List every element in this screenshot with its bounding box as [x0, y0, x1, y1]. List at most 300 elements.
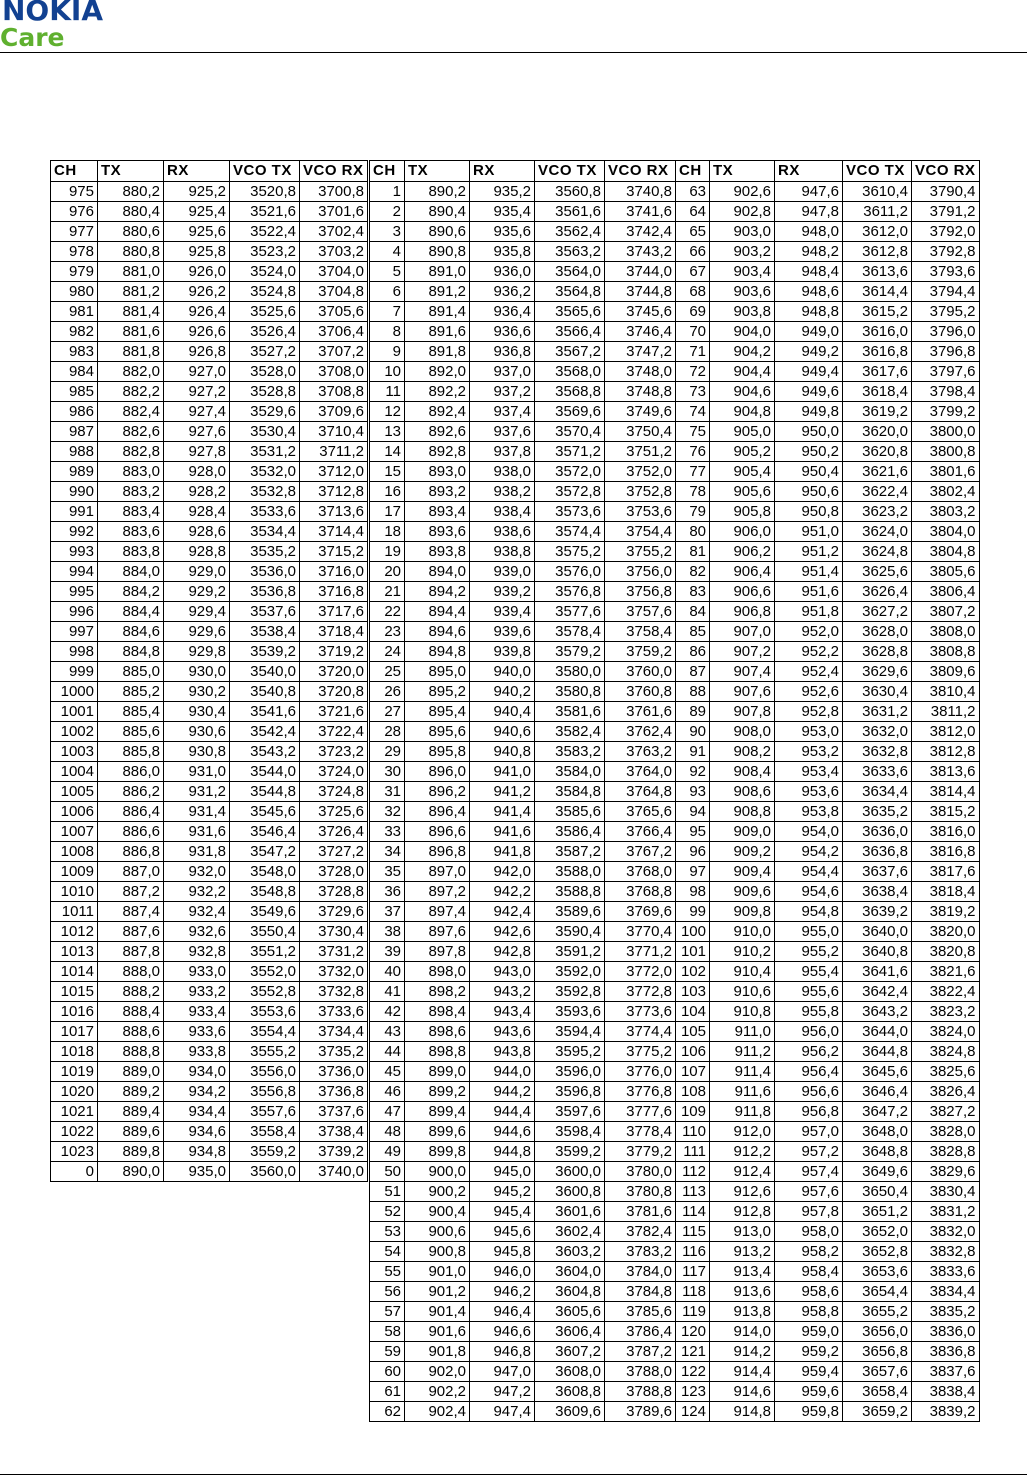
- table-cell: 949,4: [775, 362, 843, 382]
- table-cell: 881,0: [98, 262, 164, 282]
- table-row: [51, 542, 368, 562]
- table-cell: 936,6: [470, 322, 535, 342]
- table-cell: 956,0: [775, 1022, 843, 1042]
- table-row: [676, 502, 980, 522]
- table-row: [51, 1022, 368, 1042]
- table-row: [676, 1362, 980, 1382]
- table-cell: 943,4: [470, 1002, 535, 1022]
- table-row: [51, 482, 368, 502]
- table-row: [370, 522, 676, 542]
- table-cell: 3624,8: [843, 542, 912, 562]
- table-row: [676, 942, 980, 962]
- table-cell: 947,0: [470, 1362, 535, 1382]
- table-cell: 948,6: [775, 282, 843, 302]
- table-body: [51, 182, 368, 1182]
- table-cell: 926,6: [164, 322, 230, 342]
- table-cell: 3837,6: [912, 1362, 980, 1382]
- table-row: [51, 922, 368, 942]
- table-cell: 943,0: [470, 962, 535, 982]
- table-cell: 3725,6: [300, 802, 368, 822]
- table-cell: 3581,6: [535, 702, 605, 722]
- table-cell: 926,2: [164, 282, 230, 302]
- table-cell: 942,4: [470, 902, 535, 922]
- table-row: [370, 362, 676, 382]
- table-cell: 895,8: [405, 742, 470, 762]
- table-cell: 30: [370, 762, 405, 782]
- table-cell: 950,8: [775, 502, 843, 522]
- table-row: [676, 842, 980, 862]
- table-cell: 947,4: [470, 1402, 535, 1422]
- table-cell: 911,4: [710, 1062, 775, 1082]
- table-cell: 934,8: [164, 1142, 230, 1162]
- table-cell: 58: [370, 1322, 405, 1342]
- table-cell: 3572,8: [535, 482, 605, 502]
- table-cell: 3741,6: [605, 202, 676, 222]
- table-cell: 3732,8: [300, 982, 368, 1002]
- table-cell: 958,0: [775, 1222, 843, 1242]
- table-cell: 990: [51, 482, 98, 502]
- table-row: [676, 682, 980, 702]
- table-cell: 907,4: [710, 662, 775, 682]
- table-cell: 956,2: [775, 1042, 843, 1062]
- table-row: [676, 802, 980, 822]
- table-header-row: [51, 161, 368, 182]
- table-cell: 3588,8: [535, 882, 605, 902]
- table-row: [676, 1202, 980, 1222]
- table-cell: 3608,8: [535, 1382, 605, 1402]
- table-row: [676, 982, 980, 1002]
- table-cell: 3707,2: [300, 342, 368, 362]
- table-cell: 65: [676, 222, 710, 242]
- table-row: [370, 802, 676, 822]
- table-cell: 3546,4: [230, 822, 300, 842]
- table-cell: 881,8: [98, 342, 164, 362]
- table-row: [370, 202, 676, 222]
- table-cell: 955,6: [775, 982, 843, 1002]
- table-cell: 908,0: [710, 722, 775, 742]
- table-cell: 31: [370, 782, 405, 802]
- table-cell: 895,2: [405, 682, 470, 702]
- table-cell: 3556,0: [230, 1062, 300, 1082]
- table-row: [676, 622, 980, 642]
- table-cell: 3536,0: [230, 562, 300, 582]
- table-cell: 3716,0: [300, 562, 368, 582]
- table-cell: 3543,2: [230, 742, 300, 762]
- table-cell: 3752,8: [605, 482, 676, 502]
- table-cell: 3525,6: [230, 302, 300, 322]
- table-cell: 3545,6: [230, 802, 300, 822]
- table-cell: 898,4: [405, 1002, 470, 1022]
- table-cell: 81: [676, 542, 710, 562]
- table-cell: 940,6: [470, 722, 535, 742]
- column-header: TX: [405, 161, 470, 182]
- table-row: [370, 762, 676, 782]
- table-cell: 121: [676, 1342, 710, 1362]
- table-cell: 3764,0: [605, 762, 676, 782]
- table-cell: 3638,4: [843, 882, 912, 902]
- table-cell: 3552,0: [230, 962, 300, 982]
- table-cell: 3628,0: [843, 622, 912, 642]
- table-cell: 3557,6: [230, 1102, 300, 1122]
- table-row: [676, 1382, 980, 1402]
- table-row: [51, 342, 368, 362]
- table-row: [676, 1302, 980, 1322]
- table-row: [51, 202, 368, 222]
- table-cell: 3702,4: [300, 222, 368, 242]
- table-cell: 3800,8: [912, 442, 980, 462]
- table-cell: 3535,2: [230, 542, 300, 562]
- table-row: [370, 662, 676, 682]
- table-cell: 981: [51, 302, 98, 322]
- table-cell: 3624,0: [843, 522, 912, 542]
- table-cell: 85: [676, 622, 710, 642]
- table-cell: 996: [51, 602, 98, 622]
- table-cell: 881,2: [98, 282, 164, 302]
- table-cell: 945,6: [470, 1222, 535, 1242]
- table-cell: 932,4: [164, 902, 230, 922]
- table-cell: 952,2: [775, 642, 843, 662]
- table-cell: 3756,0: [605, 562, 676, 582]
- table-cell: 941,0: [470, 762, 535, 782]
- table-cell: 3601,6: [535, 1202, 605, 1222]
- table-cell: 3783,2: [605, 1242, 676, 1262]
- table-row: [370, 1002, 676, 1022]
- table-cell: 993: [51, 542, 98, 562]
- table-cell: 899,2: [405, 1082, 470, 1102]
- table-cell: 936,8: [470, 342, 535, 362]
- table-cell: 886,2: [98, 782, 164, 802]
- table-cell: 3594,4: [535, 1022, 605, 1042]
- table-cell: 930,6: [164, 722, 230, 742]
- table-cell: 892,4: [405, 402, 470, 422]
- table-cell: 3564,8: [535, 282, 605, 302]
- table-cell: 900,6: [405, 1222, 470, 1242]
- table-cell: 950,6: [775, 482, 843, 502]
- table-cell: 3826,4: [912, 1082, 980, 1102]
- table-row: [370, 1122, 676, 1142]
- table-cell: 955,4: [775, 962, 843, 982]
- table-cell: 3737,6: [300, 1102, 368, 1122]
- table-cell: 3736,0: [300, 1062, 368, 1082]
- table-row: [676, 1322, 980, 1342]
- table-cell: 1008: [51, 842, 98, 862]
- table-cell: 897,0: [405, 862, 470, 882]
- table-cell: 3616,8: [843, 342, 912, 362]
- table-cell: 3835,2: [912, 1302, 980, 1322]
- table-cell: 53: [370, 1222, 405, 1242]
- table-cell: 889,6: [98, 1122, 164, 1142]
- table-cell: 942,2: [470, 882, 535, 902]
- table-cell: 3730,4: [300, 922, 368, 942]
- table-cell: 957,2: [775, 1142, 843, 1162]
- table-cell: 3636,0: [843, 822, 912, 842]
- table-cell: 952,4: [775, 662, 843, 682]
- table-cell: 3832,8: [912, 1242, 980, 1262]
- table-cell: 928,6: [164, 522, 230, 542]
- table-cell: 955,0: [775, 922, 843, 942]
- table-cell: 902,6: [710, 182, 775, 202]
- table-cell: 3700,8: [300, 182, 368, 202]
- table-body: [676, 182, 980, 1422]
- table-cell: 953,2: [775, 742, 843, 762]
- table-cell: 931,2: [164, 782, 230, 802]
- table-row: [51, 842, 368, 862]
- table-cell: 885,4: [98, 702, 164, 722]
- table-row: [51, 522, 368, 542]
- table-cell: 3617,6: [843, 362, 912, 382]
- table-cell: 907,2: [710, 642, 775, 662]
- table-cell: 106: [676, 1042, 710, 1062]
- table-cell: 3777,6: [605, 1102, 676, 1122]
- table-row: [676, 1242, 980, 1262]
- table-cell: 953,4: [775, 762, 843, 782]
- table-cell: 103: [676, 982, 710, 1002]
- table-cell: 36: [370, 882, 405, 902]
- table-cell: 3751,2: [605, 442, 676, 462]
- table-cell: 120: [676, 1322, 710, 1342]
- table-cell: 12: [370, 402, 405, 422]
- table-cell: 83: [676, 582, 710, 602]
- table-cell: 881,6: [98, 322, 164, 342]
- table-cell: 3803,2: [912, 502, 980, 522]
- table-cell: 949,6: [775, 382, 843, 402]
- table-cell: 3568,8: [535, 382, 605, 402]
- table-cell: 14: [370, 442, 405, 462]
- table-cell: 3746,4: [605, 322, 676, 342]
- table-cell: 116: [676, 1242, 710, 1262]
- table-cell: 954,8: [775, 902, 843, 922]
- table-cell: 914,6: [710, 1382, 775, 1402]
- table-row: [676, 482, 980, 502]
- table-cell: 884,4: [98, 602, 164, 622]
- table-cell: 3604,0: [535, 1262, 605, 1282]
- table-cell: 51: [370, 1182, 405, 1202]
- table-cell: 3723,2: [300, 742, 368, 762]
- table-cell: 907,0: [710, 622, 775, 642]
- table-cell: 898,8: [405, 1042, 470, 1062]
- table-cell: 16: [370, 482, 405, 502]
- table-cell: 936,0: [470, 262, 535, 282]
- table-cell: 946,0: [470, 1262, 535, 1282]
- table-cell: 946,4: [470, 1302, 535, 1322]
- table-cell: 937,6: [470, 422, 535, 442]
- table-cell: 907,8: [710, 702, 775, 722]
- table-row: [370, 462, 676, 482]
- table-cell: 927,8: [164, 442, 230, 462]
- table-cell: 3537,6: [230, 602, 300, 622]
- table-cell: 3724,8: [300, 782, 368, 802]
- table-cell: 901,2: [405, 1282, 470, 1302]
- table-cell: 930,0: [164, 662, 230, 682]
- table-cell: 92: [676, 762, 710, 782]
- table-cell: 3550,4: [230, 922, 300, 942]
- table-cell: 3797,6: [912, 362, 980, 382]
- table-cell: 20: [370, 562, 405, 582]
- table-cell: 893,8: [405, 542, 470, 562]
- table-cell: 1011: [51, 902, 98, 922]
- table-cell: 3562,4: [535, 222, 605, 242]
- table-cell: 3567,2: [535, 342, 605, 362]
- table-cell: 928,4: [164, 502, 230, 522]
- table-cell: 891,0: [405, 262, 470, 282]
- table-cell: 3639,2: [843, 902, 912, 922]
- table-cell: 913,6: [710, 1282, 775, 1302]
- table-cell: 3595,2: [535, 1042, 605, 1062]
- table-row: [51, 502, 368, 522]
- table-row: [676, 1182, 980, 1202]
- table-cell: 3580,0: [535, 662, 605, 682]
- table-cell: 883,2: [98, 482, 164, 502]
- table-cell: 3743,2: [605, 242, 676, 262]
- table-cell: 991: [51, 502, 98, 522]
- table-cell: 1021: [51, 1102, 98, 1122]
- table-cell: 3712,8: [300, 482, 368, 502]
- table-cell: 3778,4: [605, 1122, 676, 1142]
- table-row: [370, 642, 676, 662]
- column-header: RX: [164, 161, 230, 182]
- table-cell: 3652,0: [843, 1222, 912, 1242]
- table-cell: 62: [370, 1402, 405, 1422]
- table-cell: 909,8: [710, 902, 775, 922]
- table-cell: 3622,4: [843, 482, 912, 502]
- table-cell: 891,8: [405, 342, 470, 362]
- table-cell: 3538,4: [230, 622, 300, 642]
- table-cell: 3831,2: [912, 1202, 980, 1222]
- table-cell: 933,6: [164, 1022, 230, 1042]
- table-cell: 3796,8: [912, 342, 980, 362]
- column-header: VCO TX: [230, 161, 300, 182]
- table-row: [51, 1082, 368, 1102]
- table-cell: 3705,6: [300, 302, 368, 322]
- table-cell: 109: [676, 1102, 710, 1122]
- table-cell: 898,0: [405, 962, 470, 982]
- table-cell: 117: [676, 1262, 710, 1282]
- table-cell: 3655,2: [843, 1302, 912, 1322]
- column-header: CH: [676, 161, 710, 182]
- table-cell: 34: [370, 842, 405, 862]
- table-cell: 113: [676, 1182, 710, 1202]
- table-cell: 1002: [51, 722, 98, 742]
- table-cell: 886,8: [98, 842, 164, 862]
- table-cell: 1003: [51, 742, 98, 762]
- table-cell: 3648,8: [843, 1142, 912, 1162]
- table-cell: 3584,0: [535, 762, 605, 782]
- table-cell: 71: [676, 342, 710, 362]
- table-row: [51, 302, 368, 322]
- table-header-row: [370, 161, 676, 182]
- column-header: VCO RX: [300, 161, 368, 182]
- table-row: [676, 762, 980, 782]
- table-cell: 3716,8: [300, 582, 368, 602]
- table-cell: 3819,2: [912, 902, 980, 922]
- table-cell: 929,8: [164, 642, 230, 662]
- table-row: [370, 622, 676, 642]
- table-cell: 897,4: [405, 902, 470, 922]
- table-cell: 70: [676, 322, 710, 342]
- table-cell: 944,0: [470, 1062, 535, 1082]
- table-cell: 938,6: [470, 522, 535, 542]
- table-cell: 909,0: [710, 822, 775, 842]
- table-cell: 954,0: [775, 822, 843, 842]
- table-cell: 3605,6: [535, 1302, 605, 1322]
- table-cell: 3809,6: [912, 662, 980, 682]
- table-cell: 932,2: [164, 882, 230, 902]
- table-row: [676, 542, 980, 562]
- table-cell: 3544,0: [230, 762, 300, 782]
- table-cell: 3586,4: [535, 822, 605, 842]
- table-cell: 60: [370, 1362, 405, 1382]
- table-cell: 936,2: [470, 282, 535, 302]
- table-cell: 87: [676, 662, 710, 682]
- table-cell: 3656,0: [843, 1322, 912, 1342]
- table-cell: 3771,2: [605, 942, 676, 962]
- table-row: [51, 1062, 368, 1082]
- table-row: [370, 442, 676, 462]
- table-cell: 3804,8: [912, 542, 980, 562]
- table-cell: 925,2: [164, 182, 230, 202]
- table-cell: 123: [676, 1382, 710, 1402]
- table-cell: 943,2: [470, 982, 535, 1002]
- table-cell: 3825,6: [912, 1062, 980, 1082]
- table-cell: 3795,2: [912, 302, 980, 322]
- table-cell: 3802,4: [912, 482, 980, 502]
- table-cell: 948,2: [775, 242, 843, 262]
- table-row: [370, 1142, 676, 1162]
- table-cell: 3629,6: [843, 662, 912, 682]
- table-cell: 3765,6: [605, 802, 676, 822]
- table-row: [676, 1162, 980, 1182]
- table-cell: 3752,0: [605, 462, 676, 482]
- table-cell: 3636,8: [843, 842, 912, 862]
- table-cell: 888,8: [98, 1042, 164, 1062]
- table-cell: 897,2: [405, 882, 470, 902]
- table-cell: 930,4: [164, 702, 230, 722]
- table-cell: 1: [370, 182, 405, 202]
- table-cell: 927,2: [164, 382, 230, 402]
- table-cell: 33: [370, 822, 405, 842]
- table-cell: 91: [676, 742, 710, 762]
- table-cell: 999: [51, 662, 98, 682]
- table-cell: 890,2: [405, 182, 470, 202]
- table-cell: 935,2: [470, 182, 535, 202]
- table-row: [51, 802, 368, 822]
- table-cell: 26: [370, 682, 405, 702]
- column-header: CH: [370, 161, 405, 182]
- table-cell: 55: [370, 1262, 405, 1282]
- table-cell: 3632,8: [843, 742, 912, 762]
- table-cell: 3616,0: [843, 322, 912, 342]
- table-cell: 941,4: [470, 802, 535, 822]
- table-row: [676, 1342, 980, 1362]
- table-cell: 939,8: [470, 642, 535, 662]
- table-cell: 3571,2: [535, 442, 605, 462]
- table-cell: 25: [370, 662, 405, 682]
- table-cell: 941,8: [470, 842, 535, 862]
- table-cell: 3612,8: [843, 242, 912, 262]
- table-cell: 912,6: [710, 1182, 775, 1202]
- table-cell: 3592,0: [535, 962, 605, 982]
- table-cell: 949,2: [775, 342, 843, 362]
- table-cell: 958,4: [775, 1262, 843, 1282]
- table-cell: 942,6: [470, 922, 535, 942]
- table-cell: 913,4: [710, 1262, 775, 1282]
- table-cell: 931,6: [164, 822, 230, 842]
- table-row: [676, 1262, 980, 1282]
- table-cell: 942,8: [470, 942, 535, 962]
- table-cell: 3642,4: [843, 982, 912, 1002]
- table-cell: 894,6: [405, 622, 470, 642]
- table-cell: 3761,6: [605, 702, 676, 722]
